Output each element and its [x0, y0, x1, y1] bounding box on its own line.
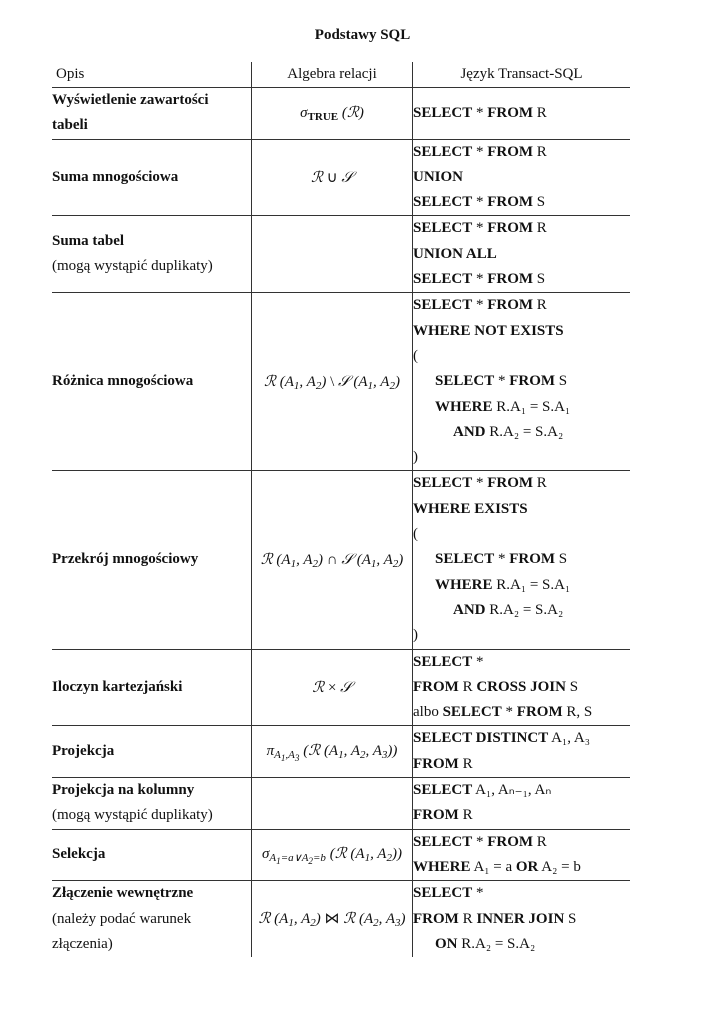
sql-text: R.A₁ = S.A₁: [492, 576, 571, 593]
sql-keyword: FROM: [516, 704, 563, 721]
sql-line: [413, 650, 630, 675]
sql-keyword: SELECT: [413, 475, 473, 492]
sql-line: [413, 855, 630, 880]
algebra-expression: $\sigma_{A_1=a\vee A_2=b}$ (ℛ ($A_1$, $A_2$)): [262, 843, 402, 866]
sql-text: R: [533, 833, 547, 850]
sql-text: S: [533, 194, 546, 211]
sql-text: R: [458, 678, 477, 695]
sql-text: ): [413, 449, 418, 466]
description-text: Iloczyn kartezjański: [52, 678, 183, 695]
sql-keyword: WHERE: [413, 858, 471, 875]
description-text: Suma tabel: [52, 233, 125, 250]
sql-keyword: FROM: [413, 755, 459, 772]
sql-keyword: OR: [515, 858, 539, 875]
description-note: (należy podać warunek: [52, 910, 192, 927]
sql-text: (: [413, 526, 418, 543]
sql-keyword: SELECT: [435, 373, 495, 390]
sql-line: [413, 497, 630, 522]
sql-cell: [413, 471, 631, 649]
algebra-cell: [252, 829, 413, 881]
table-row: [52, 216, 630, 293]
sql-line: [413, 830, 630, 855]
sql-keyword: WHERE: [435, 398, 493, 415]
algebra-cell: [252, 778, 413, 830]
sql-keyword: INNER JOIN: [476, 910, 565, 927]
sql-text: *: [494, 373, 510, 390]
sql-text: R.A₂ = S.A₂: [485, 423, 564, 440]
description-text: Projekcja na kolumny: [52, 782, 195, 799]
sql-keyword: SELECT: [435, 551, 495, 568]
sql-keyword: AND: [453, 601, 486, 618]
sql-text: ): [413, 627, 418, 644]
sql-line: [413, 471, 630, 496]
table-row: [52, 139, 630, 216]
description-text: Przekrój mnogościowy: [52, 551, 199, 568]
sql-keyword: SELECT: [413, 220, 473, 237]
sql-text: R: [533, 297, 547, 314]
sql-keyword: SELECT: [442, 704, 502, 721]
sql-text: R: [458, 910, 477, 927]
sql-line: [413, 242, 630, 267]
sql-text: *: [472, 885, 484, 902]
sql-keyword: SELECT: [413, 297, 473, 314]
table-row: [52, 778, 630, 830]
sql-text: *: [501, 704, 517, 721]
sql-line: [413, 700, 630, 725]
algebra-expression: $\sigma_{TRUE}$ (ℛ): [300, 103, 364, 124]
sql-text: A₁, Aₙ₋₁, Aₙ: [472, 782, 552, 799]
column-header-sql: Język Transact-SQL: [413, 62, 631, 88]
sql-keyword: UNION ALL: [413, 245, 497, 262]
sql-text: R.A₂ = S.A₂: [485, 601, 564, 618]
sql-line: [413, 675, 630, 700]
sql-comparison-table: [52, 62, 630, 957]
sql-text: R: [533, 475, 547, 492]
sql-keyword: FROM: [413, 910, 459, 927]
sql-text: S: [533, 271, 546, 288]
sql-keyword: FROM: [413, 807, 459, 824]
sql-keyword: FROM: [487, 104, 534, 121]
description-note: (mogą wystąpić duplikaty): [52, 807, 213, 824]
sql-cell: [413, 216, 631, 293]
sql-line: [413, 101, 630, 126]
sql-line: [413, 803, 630, 828]
sql-line: [413, 216, 630, 241]
sql-keyword: ON: [435, 935, 458, 952]
sql-keyword: SELECT: [413, 782, 473, 799]
algebra-cell: [252, 726, 413, 778]
sql-text: R.A₂ = S.A₂: [457, 935, 536, 952]
column-header-algebra: Algebra relacji: [252, 62, 413, 88]
description-cell: [52, 471, 252, 649]
sql-line: [413, 932, 630, 957]
sql-text: R: [533, 104, 547, 121]
sql-text: R: [533, 143, 547, 160]
sql-keyword: SELECT DISTINCT: [413, 730, 549, 747]
algebra-cell: [252, 881, 413, 957]
sql-keyword: SELECT: [413, 833, 473, 850]
sql-cell: [413, 881, 631, 957]
sql-keyword: WHERE: [435, 576, 493, 593]
sql-keyword: FROM: [487, 143, 534, 160]
sql-line: [413, 395, 630, 420]
sql-line: [413, 267, 630, 292]
description-cell: [52, 778, 252, 830]
sql-line: [413, 190, 630, 215]
algebra-cell: [252, 293, 413, 471]
description-text: Wyświetlenie zawartości: [52, 92, 209, 108]
description-cell: [52, 829, 252, 881]
sql-text: R: [458, 755, 473, 772]
sql-keyword: SELECT: [413, 143, 473, 160]
algebra-cell: [252, 88, 413, 140]
sql-text: *: [472, 143, 488, 160]
sql-text: *: [472, 297, 488, 314]
sql-line: [413, 165, 630, 190]
algebra-expression: ℛ × 𝒮: [312, 677, 352, 696]
sql-text: R.A₁ = S.A₁: [492, 398, 571, 415]
column-header-opis: Opis: [52, 62, 252, 88]
sql-text: S: [555, 373, 568, 390]
sql-keyword: FROM: [487, 194, 534, 211]
description-cell: [52, 881, 252, 957]
sql-text: S: [565, 678, 579, 695]
sql-text: albo: [413, 704, 443, 721]
sql-line: [413, 420, 630, 445]
sql-cell: [413, 726, 631, 778]
description-text: Suma mnogościowa: [52, 168, 179, 185]
algebra-cell: [252, 471, 413, 649]
algebra-cell: [252, 216, 413, 293]
sql-line: [413, 907, 630, 932]
algebra-expression: $\pi_{A_1,A_3}$ (ℛ ($A_1$, $A_2$, $A_3$)): [266, 740, 398, 763]
table-row: [52, 726, 630, 778]
table-row: [52, 88, 630, 140]
sql-text: *: [472, 653, 484, 670]
description-text: Różnica mnogościowa: [52, 373, 194, 390]
description-text: tabeli: [52, 117, 88, 134]
sql-line: [413, 547, 630, 572]
sql-text: A₂ = b: [538, 858, 581, 875]
sql-text: *: [494, 551, 510, 568]
sql-text: *: [472, 104, 488, 121]
description-cell: [52, 649, 252, 726]
sql-keyword: SELECT: [413, 885, 473, 902]
description-cell: [52, 293, 252, 471]
sql-keyword: SELECT: [413, 194, 473, 211]
algebra-expression: ℛ ($A_1$, $A_2$) ∩ 𝒮 ($A_1$, $A_2$): [260, 549, 404, 570]
sql-keyword: FROM: [509, 551, 556, 568]
algebra-expression: ℛ ∪ 𝒮: [310, 168, 354, 187]
sql-keyword: UNION: [413, 168, 464, 185]
sql-text: *: [472, 220, 488, 237]
sql-keyword: FROM: [487, 833, 534, 850]
sql-line: [413, 522, 630, 547]
sql-cell: [413, 649, 631, 726]
description-cell: [52, 726, 252, 778]
table-row: [52, 881, 630, 957]
description-cell: [52, 139, 252, 216]
sql-cell: [413, 829, 631, 881]
algebra-expression: ℛ ($A_1$, $A_2$) ⋈ ℛ ($A_2$, $A_3$): [258, 909, 406, 930]
sql-line: [413, 573, 630, 598]
table-row: [52, 829, 630, 881]
description-cell: [52, 88, 252, 140]
sql-text: *: [472, 475, 488, 492]
sql-keyword: FROM: [509, 373, 556, 390]
sql-cell: [413, 778, 631, 830]
sql-text: R, S: [562, 704, 593, 721]
algebra-cell: [252, 139, 413, 216]
description-note: (mogą wystąpić duplikaty): [52, 258, 213, 275]
sql-keyword: WHERE EXISTS: [413, 500, 528, 517]
sql-keyword: FROM: [487, 220, 534, 237]
description-text: Złączenie wewnętrzne: [52, 885, 194, 902]
sql-text: S: [555, 551, 568, 568]
description-text: Projekcja: [52, 743, 115, 760]
sql-line: [413, 344, 630, 369]
algebra-cell: [252, 649, 413, 726]
sql-line: [413, 623, 630, 648]
description-cell: [52, 216, 252, 293]
sql-keyword: AND: [453, 423, 486, 440]
sql-line: [413, 881, 630, 906]
sql-cell: [413, 293, 631, 471]
sql-keyword: SELECT: [413, 653, 473, 670]
sql-line: [413, 778, 630, 803]
sql-text: A₁ = a: [470, 858, 516, 875]
sql-line: [413, 369, 630, 394]
sql-text: *: [472, 271, 488, 288]
sql-keyword: SELECT: [413, 104, 473, 121]
sql-cell: [413, 88, 631, 140]
sql-text: R: [533, 220, 547, 237]
sql-keyword: FROM: [413, 678, 459, 695]
sql-cell: [413, 139, 631, 216]
table-header-row: [52, 62, 630, 88]
sql-keyword: WHERE NOT EXISTS: [413, 322, 564, 339]
sql-keyword: CROSS JOIN: [476, 678, 566, 695]
sql-text: S: [564, 910, 577, 927]
sql-line: [413, 293, 630, 318]
algebra-expression: ℛ ($A_1$, $A_2$) \ 𝒮 ($A_1$, $A_2$): [264, 371, 400, 392]
sql-text: *: [472, 194, 488, 211]
description-text: Selekcja: [52, 846, 106, 863]
sql-line: [413, 726, 630, 751]
sql-text: *: [472, 833, 488, 850]
sql-line: [413, 140, 630, 165]
sql-text: R: [458, 807, 473, 824]
table-row: [52, 293, 630, 471]
sql-text: (: [413, 347, 418, 364]
sql-keyword: SELECT: [413, 271, 473, 288]
sql-line: [413, 598, 630, 623]
table-row: [52, 471, 630, 649]
description-note: złączenia): [52, 935, 113, 952]
sql-keyword: FROM: [487, 271, 534, 288]
sql-text: A₁, A₃: [548, 730, 590, 747]
sql-keyword: FROM: [487, 297, 534, 314]
sql-keyword: FROM: [487, 475, 534, 492]
table-row: [52, 649, 630, 726]
sql-line: [413, 752, 630, 777]
sql-line: [413, 319, 630, 344]
page-title: Podstawy SQL: [314, 27, 411, 43]
sql-line: [413, 445, 630, 470]
